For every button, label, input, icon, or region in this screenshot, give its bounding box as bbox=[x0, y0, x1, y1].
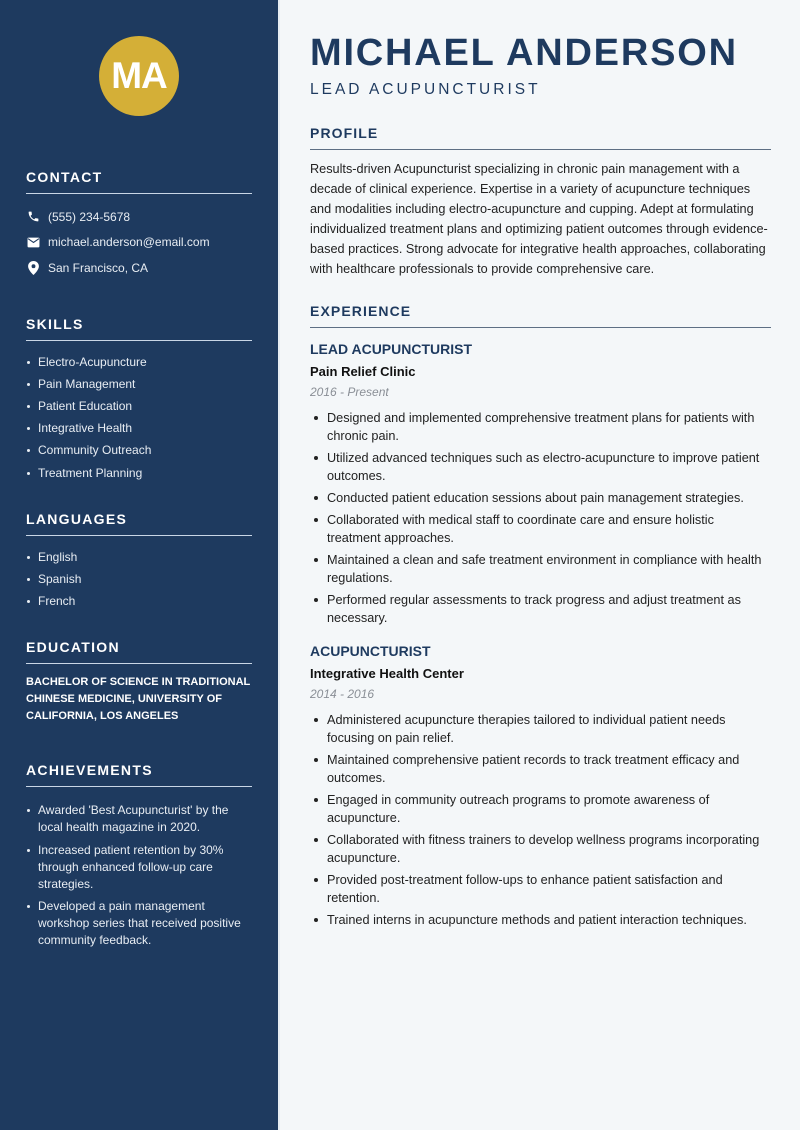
job-bullet: Collaborated with fitness trainers to develop wellness programs incorporating acupuncture. bbox=[310, 831, 771, 867]
job-dates: 2016 - Present bbox=[310, 384, 389, 399]
skill-item: Patient Education bbox=[26, 395, 252, 417]
skill-item: Integrative Health bbox=[26, 417, 252, 439]
email-icon bbox=[26, 235, 40, 249]
job-company: Integrative Health Center bbox=[310, 665, 464, 681]
profile-section bbox=[310, 125, 771, 280]
job-bullet: Administered acupuncture therapies tailored to individual patient needs focusing on pain relief. bbox=[310, 711, 771, 747]
job-company: Pain Relief Clinic bbox=[310, 363, 416, 379]
job-bullet: Performed regular assessments to track progress and adjust treatment as necessary. bbox=[310, 591, 771, 627]
job-title: ACUPUNCTURIST bbox=[310, 642, 431, 659]
language-item: French bbox=[26, 590, 252, 612]
sidebar bbox=[0, 0, 280, 1130]
job-bullet: Utilized advanced techniques such as electro-acupuncture to improve patient outcomes. bbox=[310, 449, 771, 485]
skill-item: Treatment Planning bbox=[26, 462, 252, 484]
skills-title: SKILLS bbox=[26, 316, 252, 341]
main-content bbox=[280, 0, 800, 1130]
job-bullet: Collaborated with medical staff to coordinate care and ensure holistic treatment approaches. bbox=[310, 511, 771, 547]
job-bullet: Designed and implemented comprehensive treatment plans for patients with chronic pain. bbox=[310, 409, 771, 445]
contact-phone-text: (555) 234-5678 bbox=[48, 209, 131, 224]
candidate-name: MICHAEL ANDERSON bbox=[310, 32, 738, 74]
languages-section bbox=[26, 511, 252, 613]
job-bullet: Maintained a clean and safe treatment environment in compliance with health regulations. bbox=[310, 551, 771, 587]
experience-section bbox=[310, 303, 771, 929]
job-bullets bbox=[310, 711, 771, 929]
education-section bbox=[26, 639, 252, 725]
job-bullet: Engaged in community outreach programs to promote awareness of acupuncture. bbox=[310, 791, 771, 827]
job-entry bbox=[310, 642, 771, 929]
skill-item: Community Outreach bbox=[26, 439, 252, 461]
job-entry bbox=[310, 340, 771, 627]
contact-location bbox=[26, 255, 252, 281]
contact-title: CONTACT bbox=[26, 169, 252, 194]
job-bullet: Provided post-treatment follow-ups to enhance patient satisfaction and retention. bbox=[310, 871, 771, 907]
contact-section bbox=[26, 169, 252, 281]
avatar: MA bbox=[99, 36, 179, 116]
experience-title: EXPERIENCE bbox=[310, 303, 771, 328]
job-dates: 2014 - 2016 bbox=[310, 686, 375, 701]
achievements-list bbox=[26, 802, 252, 949]
education-degree: BACHELOR OF SCIENCE IN TRADITIONAL CHINESE MEDICINE, UNIVERSITY OF CALIFORNIA, LOS ANGELES bbox=[26, 676, 251, 723]
avatar-container bbox=[26, 0, 252, 116]
contact-email-text: michael.anderson@email.com bbox=[48, 235, 210, 250]
languages-title: LANGUAGES bbox=[26, 511, 252, 536]
skill-item: Pain Management bbox=[26, 373, 252, 395]
skills-section bbox=[26, 316, 252, 484]
achievements-section bbox=[26, 762, 252, 949]
languages-list bbox=[26, 546, 252, 613]
contact-location-text: San Francisco, CA bbox=[48, 260, 149, 275]
job-bullet: Conducted patient education sessions about pain management strategies. bbox=[310, 489, 771, 507]
profile-title: PROFILE bbox=[310, 125, 771, 150]
job-bullet: Maintained comprehensive patient records to track treatment efficacy and outcomes. bbox=[310, 751, 771, 787]
contact-email bbox=[26, 230, 252, 256]
contact-phone bbox=[26, 204, 252, 230]
candidate-role: LEAD ACUPUNCTURIST bbox=[310, 81, 541, 98]
education-title: EDUCATION bbox=[26, 639, 252, 664]
language-item: English bbox=[26, 546, 252, 568]
job-bullet: Trained interns in acupuncture methods and patient interaction techniques. bbox=[310, 911, 771, 929]
achievements-title: ACHIEVEMENTS bbox=[26, 762, 252, 787]
achievement-item: Awarded 'Best Acupuncturist' by the local health magazine in 2020. bbox=[26, 802, 252, 836]
job-bullets bbox=[310, 409, 771, 627]
skill-item: Electro-Acupuncture bbox=[26, 351, 252, 373]
job-title: LEAD ACUPUNCTURIST bbox=[310, 340, 473, 357]
phone-icon bbox=[26, 210, 40, 224]
language-item: Spanish bbox=[26, 568, 252, 590]
achievement-item: Increased patient retention by 30% through enhanced follow-up care strategies. bbox=[26, 842, 252, 893]
profile-summary: Results-driven Acupuncturist specializing in chronic pain management with a decade of clinical experience. Expertise in a variety of acupuncture techniques and modalities including electro-acupuncture and cupping. Adept at formulating individualized treatment plans and optimizing patient outcomes through evidence-based practices. Strong advocate for integrative health approaches, collaborating with healthcare professionals to provide comprehensive care. bbox=[310, 162, 768, 277]
contact-list bbox=[26, 204, 252, 281]
achievement-item: Developed a pain management workshop series that received positive community feedback. bbox=[26, 898, 252, 949]
location-icon bbox=[26, 261, 40, 275]
skills-list bbox=[26, 351, 252, 484]
